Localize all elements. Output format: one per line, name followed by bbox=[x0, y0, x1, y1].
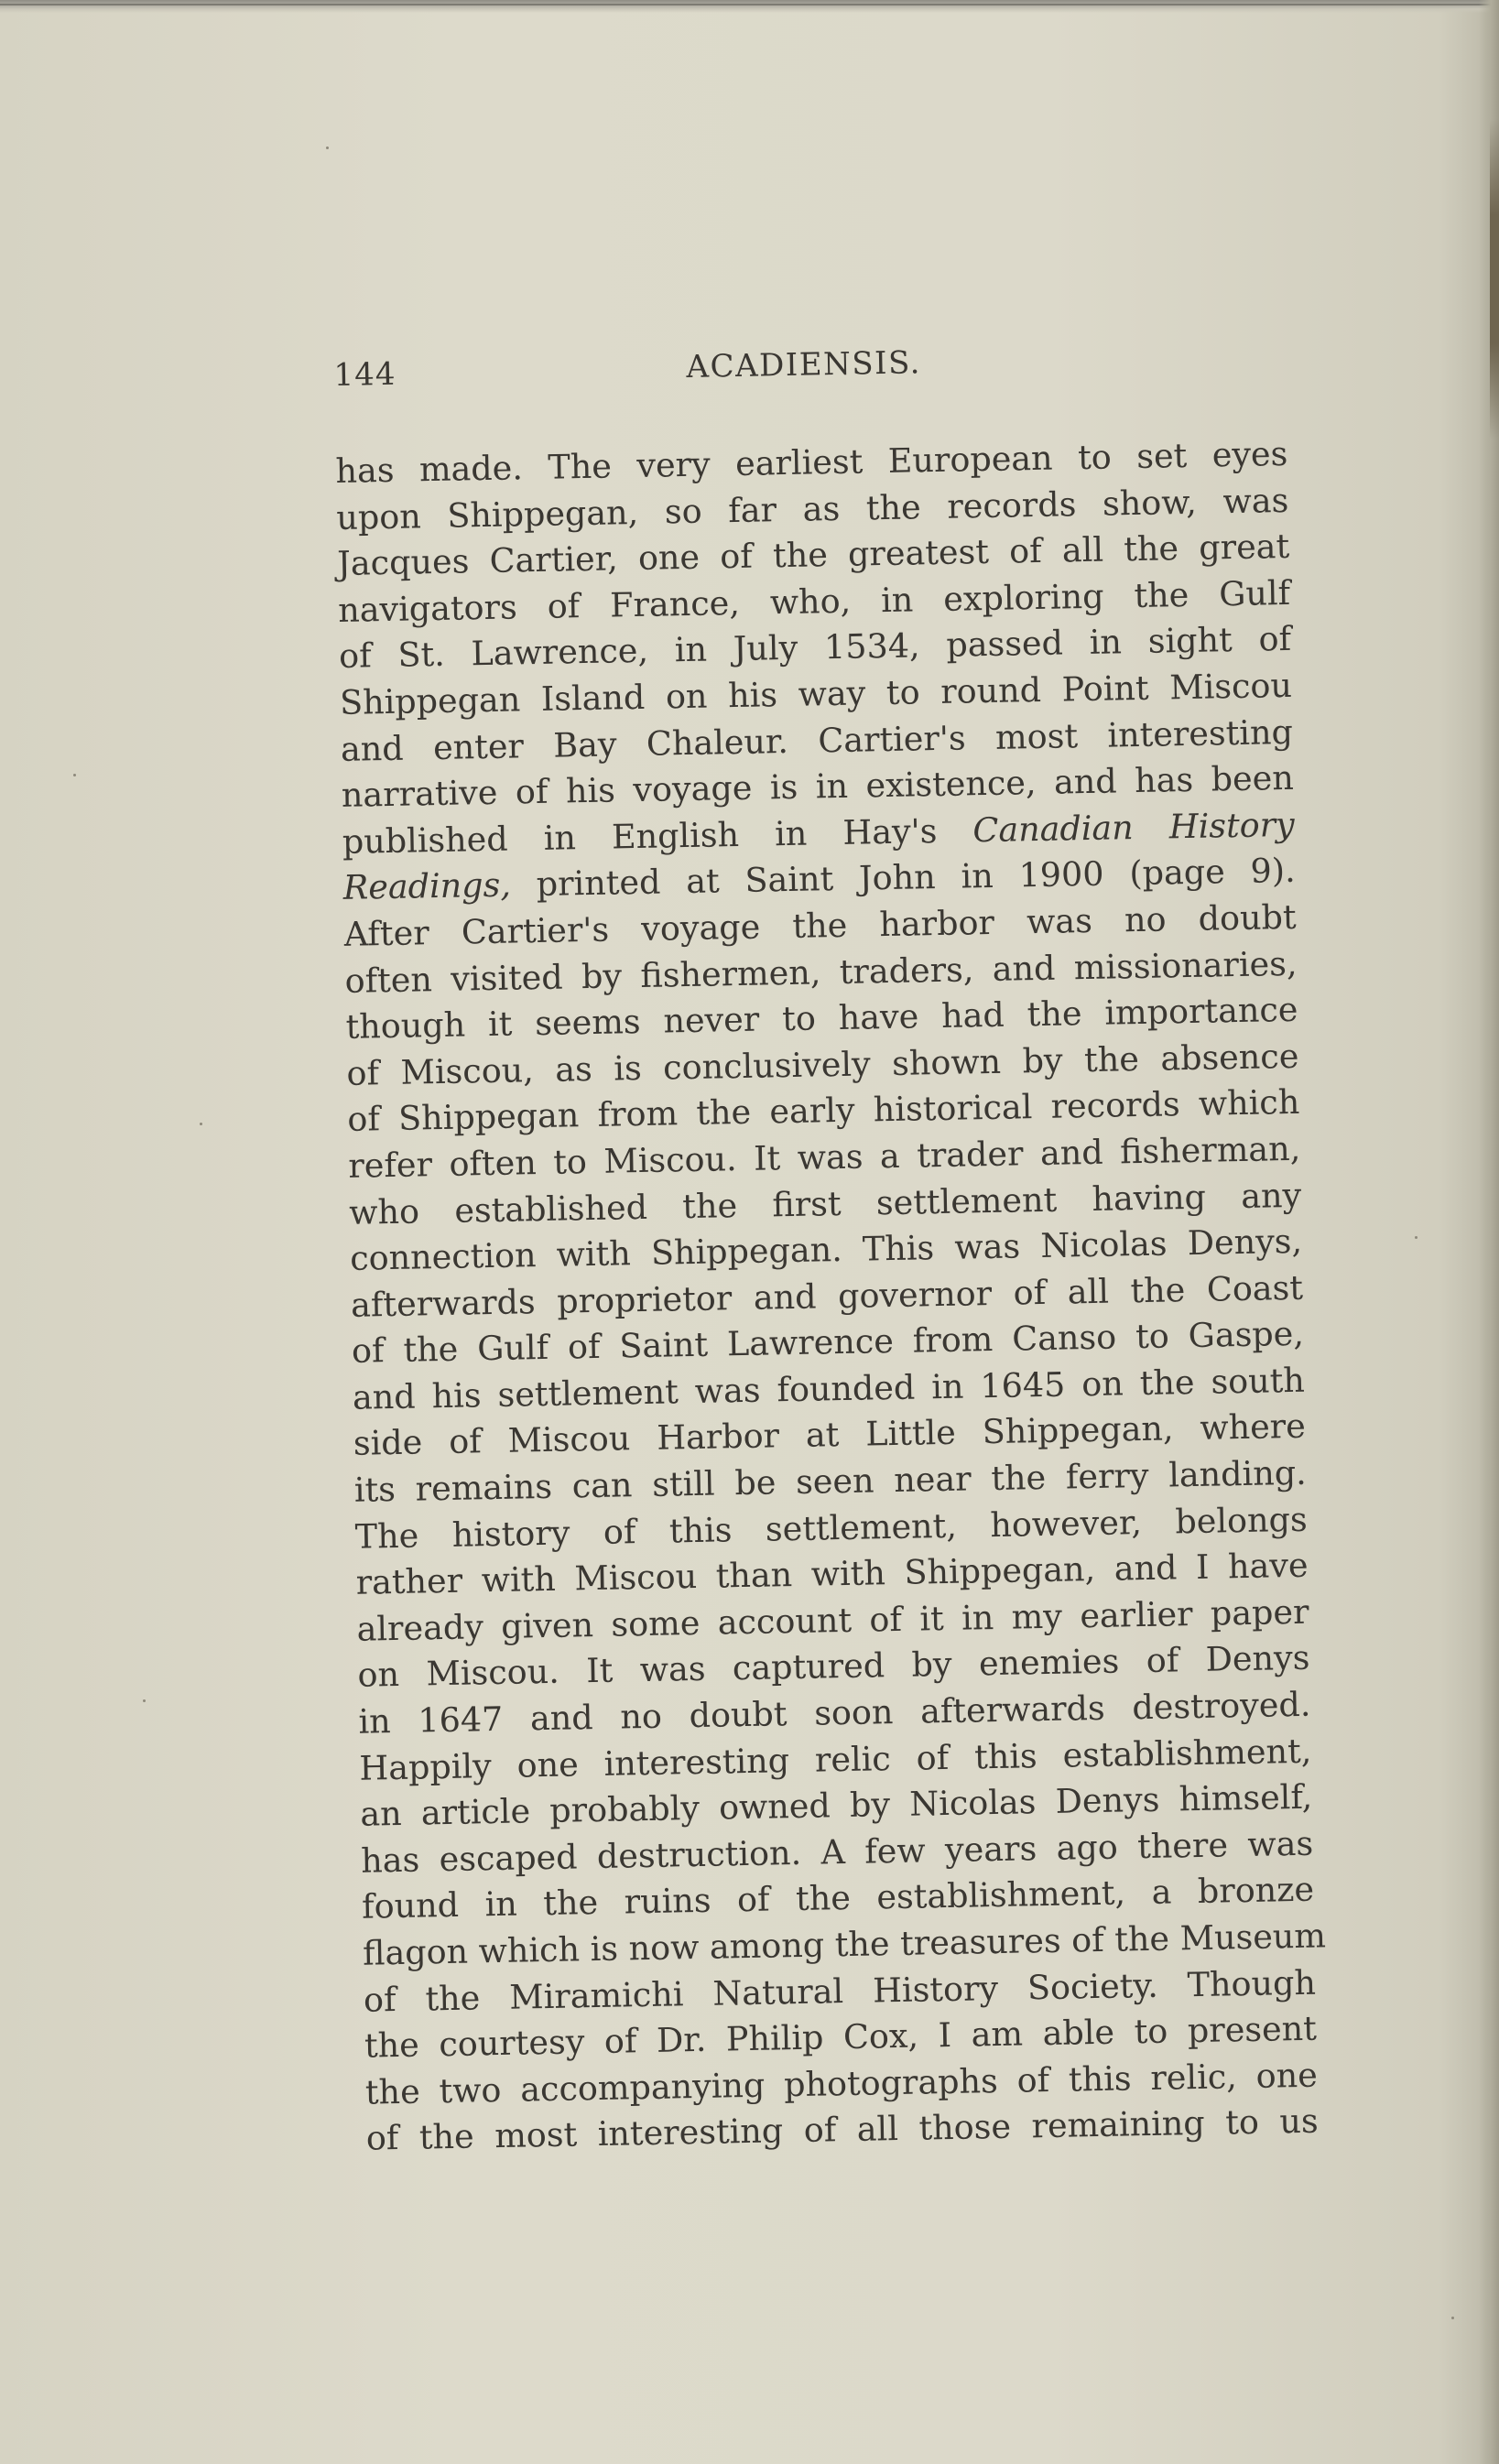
text-line: of St. Lawrence, in July 1534, passed in sight of bbox=[338, 619, 1292, 677]
text-line: refer often to Miscou. It was a trader and fisherman, bbox=[347, 1128, 1301, 1186]
text-line: of the most interesting of all those remaining to us bbox=[365, 2100, 1320, 2159]
paper-speck bbox=[200, 1123, 202, 1125]
text-line: Happily one interesting relic of this establishment, bbox=[359, 1731, 1312, 1788]
top-rule-line bbox=[0, 4, 1499, 5]
binding-shadow bbox=[1490, 119, 1499, 440]
text-line: afterwards proprietor and governor of all the Coast bbox=[350, 1267, 1304, 1325]
text-line: navigators of France, who, in exploring the Gulf bbox=[337, 572, 1291, 630]
text-line: After Cartier's voyage the harbor was no doubt bbox=[343, 896, 1297, 954]
text-line: Jacques Cartier, one of the greatest of all the great bbox=[336, 526, 1290, 584]
text-line: of Shippegan from the early historical records which bbox=[347, 1082, 1300, 1140]
text-line: and enter Bay Chaleur. Cartier's most interesting bbox=[340, 711, 1294, 769]
text-line: already given some account of it in my earlier paper bbox=[356, 1591, 1309, 1649]
text-line: narrative of his voyage is in existence, and has been bbox=[341, 758, 1295, 816]
text-line: has made. The very earliest European to set eyes bbox=[335, 433, 1288, 491]
italic-book-title: Canadian History bbox=[972, 804, 1296, 851]
text-line: connection with Shippegan. This was Nicolas Denys, bbox=[349, 1221, 1303, 1278]
text-line: in 1647 and no doubt soon afterwards destroyed. bbox=[358, 1684, 1311, 1742]
text-line: of the Miramichi Natural History Society. Though bbox=[363, 1962, 1317, 2020]
text-line: of Miscou, as is conclusively shown by the absence bbox=[346, 1036, 1299, 1093]
page-header bbox=[333, 331, 1287, 403]
top-edge-shadow bbox=[0, 0, 1499, 13]
paper-speck bbox=[326, 147, 329, 149]
text-line: the courtesy of Dr. Philip Cox, I am able to present bbox=[364, 2008, 1318, 2066]
text-line: side of Miscou Harbor at Little Shippegan, where bbox=[353, 1406, 1307, 1464]
page-number: 144 bbox=[333, 355, 396, 394]
text-segment: printed at Saint John in 1900 (page 9). bbox=[536, 851, 1297, 905]
text-line: the two accompanying photographs of this relic, one bbox=[364, 2055, 1319, 2112]
text-line: on Miscou. It was captured by enemies of Denys bbox=[357, 1638, 1310, 1696]
text-line: often visited by fishermen, traders, and missionaries, bbox=[344, 943, 1298, 1001]
text-line: though it seems never to have had the importance bbox=[345, 989, 1298, 1047]
text-line: of the Gulf of Saint Lawrence from Canso to Gaspe, bbox=[351, 1314, 1305, 1372]
text-line: found in the ruins of the establishment, a bronze bbox=[361, 1870, 1315, 1927]
body-paragraph bbox=[335, 431, 1327, 2163]
text-line: Shippegan Island on his way to round Point Miscou bbox=[339, 665, 1293, 722]
text-line: and his settlement was founded in 1645 on the south bbox=[352, 1360, 1306, 1417]
text-segment: published in English in Hay's bbox=[342, 810, 938, 862]
text-line: The history of this settlement, however, belongs bbox=[354, 1499, 1309, 1557]
italic-book-title: Readings, bbox=[342, 864, 512, 908]
paper-speck bbox=[1415, 1236, 1418, 1239]
text-line: who established the first settlement having any bbox=[348, 1175, 1302, 1232]
text-line: has escaped destruction. A few years ago there was bbox=[360, 1823, 1314, 1881]
paper-speck bbox=[143, 1699, 146, 1702]
text-line: upon Shippegan, so far as the records show, was bbox=[335, 480, 1289, 537]
paper-speck bbox=[1451, 2317, 1454, 2319]
text-line: rather with Miscou than with Shippegan, and I have bbox=[355, 1545, 1309, 1603]
paper-speck bbox=[73, 774, 76, 776]
text-line: its remains can still be seen near the ferry landing. bbox=[353, 1452, 1308, 1510]
page-text-block bbox=[333, 331, 1327, 2163]
text-line: an article probably owned by Nicolas Denys himself, bbox=[359, 1776, 1313, 1834]
text-line: flagon which is now among the treasures of the Museum bbox=[362, 1916, 1327, 1973]
running-title: ACADIENSIS. bbox=[686, 344, 922, 385]
